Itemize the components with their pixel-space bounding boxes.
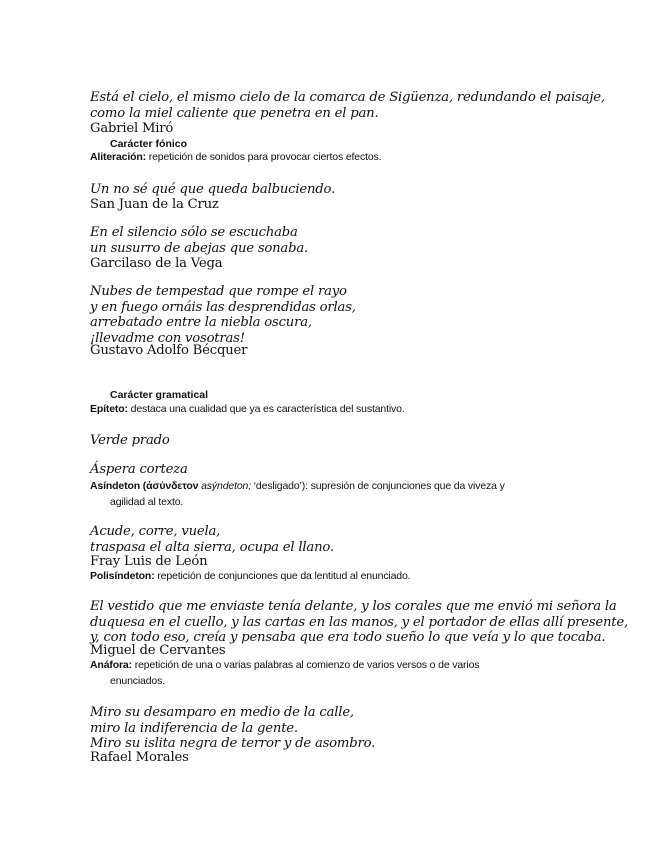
term-polisindeton: Polisíndeton: (90, 570, 155, 582)
quote-line: El vestido que me enviaste tenía delante, y los corales que me envió mi señora la (90, 599, 617, 614)
quote-line: Nubes de tempestad que rompe el rayo (90, 284, 347, 299)
term-anafora: Anáfora: (90, 659, 132, 671)
example-aspera-corteza: Áspera corteza (90, 462, 188, 477)
definition-text: repetición de sonidos para provocar ciertos efectos. (145, 151, 382, 163)
quote-line: y, con todo eso, creía y pensaba que era todo sueño lo que veía y lo que tocaba. (90, 630, 606, 645)
author-cervantes: Miguel de Cervantes (90, 643, 226, 658)
author-morales: Rafael Morales (90, 750, 189, 765)
section-heading-gramatical: Carácter gramatical (110, 389, 209, 401)
definition-polisindeton (90, 569, 580, 585)
term-greek: (ἀσύνδετον (139, 480, 202, 492)
term-aliteracion: Aliteración: (90, 151, 146, 163)
quote-frayluis (90, 524, 580, 555)
definition-anafora (90, 658, 580, 689)
quote-line: Está el cielo, el mismo cielo de la comarca de Sigüenza, redundando el paisaje, (90, 90, 605, 105)
definition-text-continued: agilidad al texto. (110, 495, 184, 508)
author-garcilaso: Garcilaso de la Vega (90, 256, 223, 271)
definition-aliteracion (90, 150, 580, 166)
quote-line: Un no sé qué que queda balbuciendo. (90, 182, 335, 197)
author-miro: Gabriel Miró (90, 121, 174, 136)
quote-line: Miro su islita negra de terror y de asombro. (90, 736, 376, 751)
quote-garcilaso (90, 225, 580, 256)
quote-line: miro la indiferencia de la gente. (90, 720, 298, 736)
definition-text: destaca una cualidad que ya es característica del sustantivo. (127, 403, 405, 415)
quote-line: como la miel caliente que penetra en el pan. (90, 105, 379, 121)
quote-line: y en fuego ornáis las desprendidas orlas, (90, 299, 356, 315)
quote-line: arrebatado entre la niebla oscura, (90, 315, 312, 330)
quote-becquer (90, 284, 580, 346)
definition-text-continued: enunciados. (110, 674, 165, 687)
author-sanjuan: San Juan de la Cruz (90, 197, 219, 212)
quote-line: un susurro de abejas que sonaba. (90, 240, 308, 256)
quote-sanjuan (90, 182, 580, 198)
quote-line: Miro su desamparo en medio de la calle, (90, 705, 354, 720)
term-epiteto: Epíteto: (90, 403, 128, 415)
author-frayluis: Fray Luis de León (90, 554, 208, 569)
definition-epiteto (90, 402, 580, 418)
author-becquer: Gustavo Adolfo Bécquer (90, 343, 248, 358)
section-heading-fonico: Carácter fónico (110, 138, 188, 150)
definition-text: ‘desligado’): supresión de conjunciones que da viveza y (250, 480, 505, 492)
quote-miro (90, 90, 605, 121)
quote-line: traspasa el alta sierra, ocupa el llano. (90, 539, 334, 555)
quote-line: Acude, corre, vuela, (90, 524, 221, 539)
quote-morales (90, 705, 580, 752)
example-verde-prado: Verde prado (90, 433, 170, 448)
quote-line: En el silencio sólo se escuchaba (90, 225, 298, 240)
definition-asindeton (90, 479, 580, 510)
quote-line: ¡llevadme con vosotras! (90, 330, 245, 346)
term-transliteration: asýndeton; (201, 480, 251, 492)
definition-text: repetición de una o varias palabras al comienzo de varios versos o de varios (131, 659, 480, 671)
term-asindeton: Asíndeton (90, 480, 140, 492)
quote-cervantes (90, 599, 628, 646)
definition-text: repetición de conjunciones que da lentitud al enunciado. (154, 570, 411, 582)
quote-line: duquesa en el cuello, y las cartas en las manos, y el portador de ellas allí presente, (90, 614, 628, 630)
